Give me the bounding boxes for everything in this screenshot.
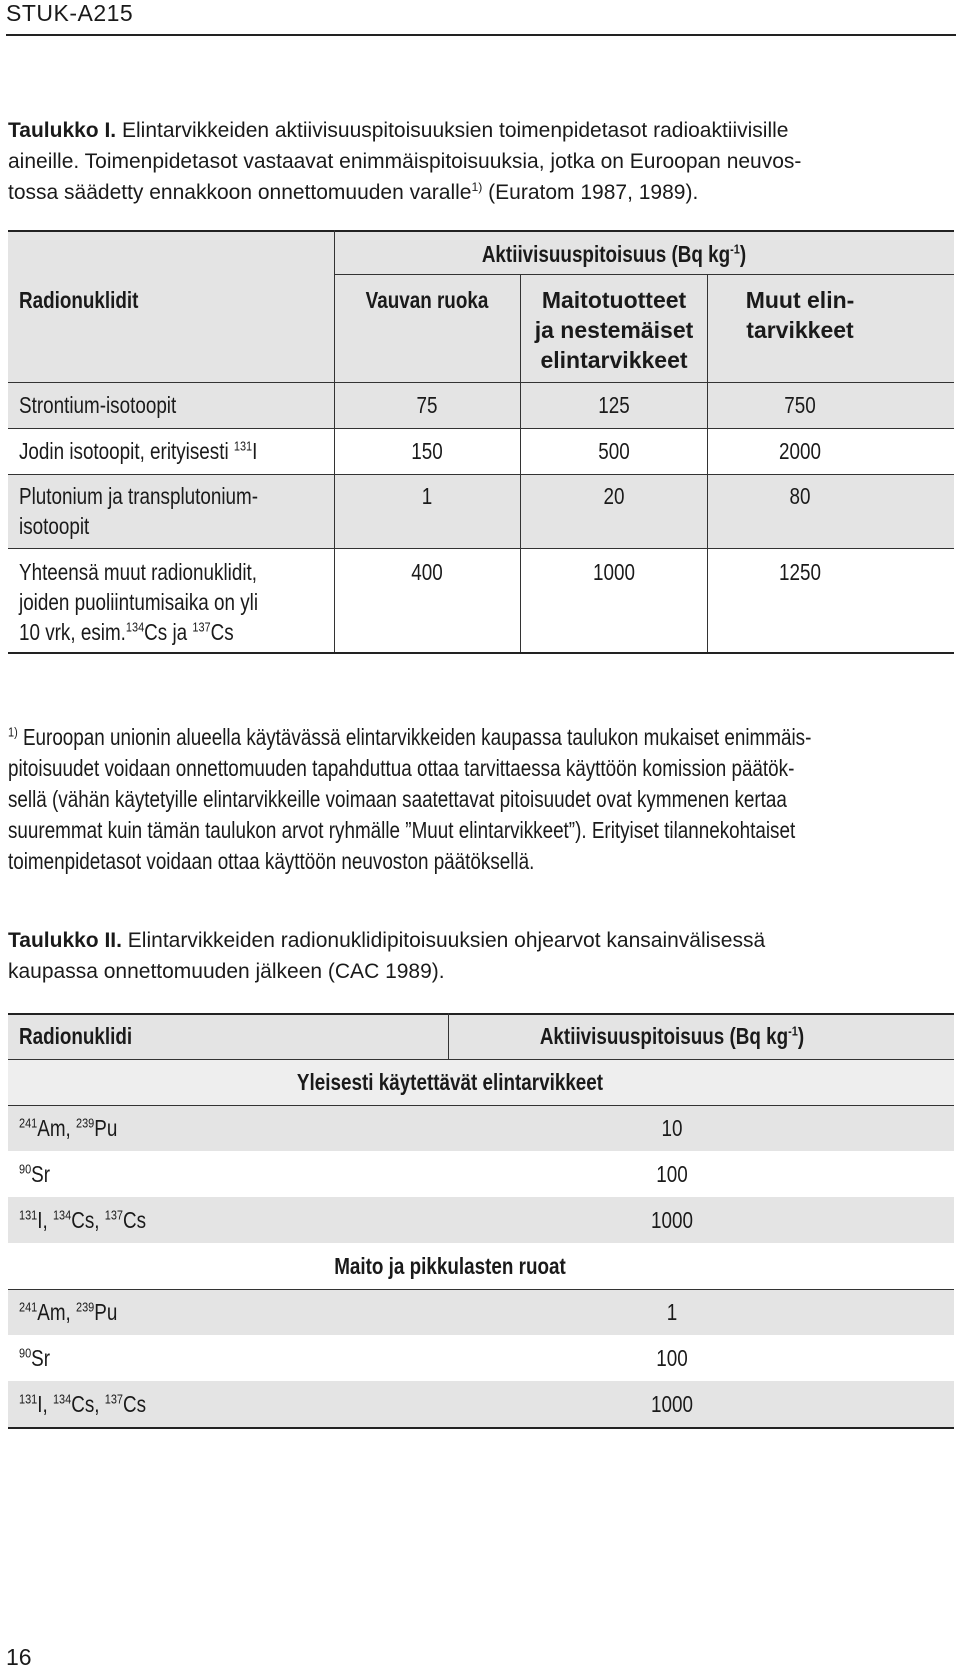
table1-cell-muut: 750 — [784, 392, 816, 418]
table1-row-rule — [8, 428, 954, 429]
table2-row-shade — [8, 1289, 954, 1335]
table2-bottom-rule — [8, 1427, 954, 1429]
table1-row-label: Yhteensä muut radionuklidit, joiden puoliintumisaika on yli 10 vrk, esim.$^{134}$Cs ja $^{137}$Cs — [19, 559, 259, 645]
table2-row-value: 1000 — [651, 1391, 693, 1417]
table1-col-muut: Muut elin- tarvikkeet — [745, 287, 855, 343]
table2-row-value: 10 — [661, 1115, 683, 1141]
table1-group-header: Aktiivisuuspitoisuus (Bq $kg^{-1}$) — [481, 241, 747, 267]
table2-row-shade — [8, 1105, 954, 1151]
table2-row-value: 100 — [656, 1345, 688, 1371]
table2-section-title: Yleisesti käytettävät elintarvikkeet — [296, 1069, 604, 1095]
table2-header-rule — [8, 1059, 954, 1060]
table1-caption — [8, 115, 956, 208]
footnote-marker: 1) — [8, 724, 18, 740]
table1-top-rule — [8, 230, 954, 232]
table1-row-rule — [8, 474, 954, 475]
table2-row-nuclide: $^{90}$Sr — [19, 1345, 51, 1371]
table2-top-rule — [8, 1013, 954, 1015]
table1-cell-vauvan: 150 — [411, 438, 443, 464]
table2-caption-label: Taulukko II. — [8, 929, 122, 952]
table1-caption-end: (Euratom 1987, 1989). — [482, 181, 699, 204]
table2-col-activity: Aktiivisuuspitoisuus (Bq $kg^{-1}$) — [539, 1023, 805, 1049]
table2-row-nuclide: $^{131}$I, $^{134}$Cs, $^{137}$Cs — [19, 1207, 147, 1233]
table1-cell-vauvan: 75 — [416, 392, 438, 418]
table2-row-value: 100 — [656, 1161, 688, 1187]
table1-row-rule — [8, 548, 954, 549]
table1-col-rule — [520, 274, 521, 652]
table2-section-rule — [8, 1289, 954, 1290]
table1-cell-muut: 80 — [789, 483, 811, 509]
table1-cell-muut: 2000 — [779, 438, 821, 464]
table2-row-value: 1 — [666, 1299, 678, 1325]
table1-cell-vauvan: 400 — [411, 559, 443, 585]
table1-cell-maito: 1000 — [593, 559, 635, 585]
table1-col-radionuklidit: Radionuklidit — [19, 287, 139, 313]
table1-group-rule — [334, 274, 954, 275]
table2-caption — [8, 925, 956, 987]
table1-cell-maito: 125 — [598, 392, 630, 418]
table2-caption-line: kaupassa onnettomuuden jälkeen (CAC 1989). — [8, 960, 445, 983]
header-rule — [6, 34, 956, 36]
table1-caption-label: Taulukko I. — [8, 119, 117, 142]
table1-row-label: Plutonium ja transplutonium- isotoopit — [19, 483, 259, 539]
table2-col-radionuklidi: Radionuklidi — [19, 1023, 133, 1049]
table2-row-nuclide: $^{241}$Am, $^{239}$Pu — [19, 1299, 118, 1325]
running-head: STUK-A215 — [6, 0, 134, 26]
table1-col-vauvan: Vauvan ruoka — [365, 287, 489, 313]
table2-caption-line: Elintarvikkeiden radionuklidipitoisuuksien ohjearvot kansainvälisessä — [121, 929, 766, 952]
table2-col-rule — [448, 1013, 449, 1059]
table1-cell-maito: 20 — [603, 483, 625, 509]
table2-row-nuclide: $^{90}$Sr — [19, 1161, 51, 1187]
footnote-ref: 1) — [471, 180, 483, 194]
table1-footnote: $^{1)}$ Euroopan unionin alueella käytävässä elintarvikkeiden kaupassa taulukon mukaiset enimmäis- pitoisuudet voidaan onnettomuuden tapahduttua ottaa tarvittaessa käyttöön komission päätök- sellä (vähän käytetyille elintarvikkeille voimaan saatettavat pitoisuudet ovat kymmenen kertaa suuremmat kuin tämän taulukon arvot ryhmälle ”Muut elintarvikkeet”). Erityiset tilannekohtaiset toimenpidetasot voidaan ottaa käyttöön neuvoston päätöksellä. — [8, 724, 812, 874]
table1-caption-line: Elintarvikkeiden aktiivisuuspitoisuuksien toimenpidetasot radioaktiivisille — [116, 119, 789, 142]
table1-row-label: Strontium-isotoopit — [19, 392, 177, 418]
table1-bottom-rule — [8, 652, 954, 654]
table1-col-maito: Maitotuotteet ja nestemäiset elintarvikkeet — [534, 287, 694, 373]
table2-section-rule — [8, 1105, 954, 1106]
page-number: 16 — [6, 1644, 32, 1670]
table2-row-nuclide: $^{241}$Am, $^{239}$Pu — [19, 1115, 118, 1141]
table2-section-title: Maito ja pikkulasten ruoat — [334, 1253, 566, 1279]
table1-header-rule — [8, 382, 954, 383]
table1-col-rule — [334, 230, 335, 652]
table2-row-nuclide: $^{131}$I, $^{134}$Cs, $^{137}$Cs — [19, 1391, 147, 1417]
table1-col-rule — [707, 274, 708, 652]
table1-cell-maito: 500 — [598, 438, 630, 464]
table1-cell-vauvan: 1 — [421, 483, 433, 509]
table1-row-label: Jodin isotoopit, erityisesti $^{131}$I — [19, 438, 258, 464]
table1-caption-line: tossa säädetty ennakkoon onnettomuuden varalle — [8, 181, 472, 204]
table1-cell-muut: 1250 — [779, 559, 821, 585]
table2-row-value: 1000 — [651, 1207, 693, 1233]
table1-caption-line: aineille. Toimenpidetasot vastaavat enimmäispitoisuuksia, jotka on Euroopan neuvos- — [8, 150, 802, 173]
